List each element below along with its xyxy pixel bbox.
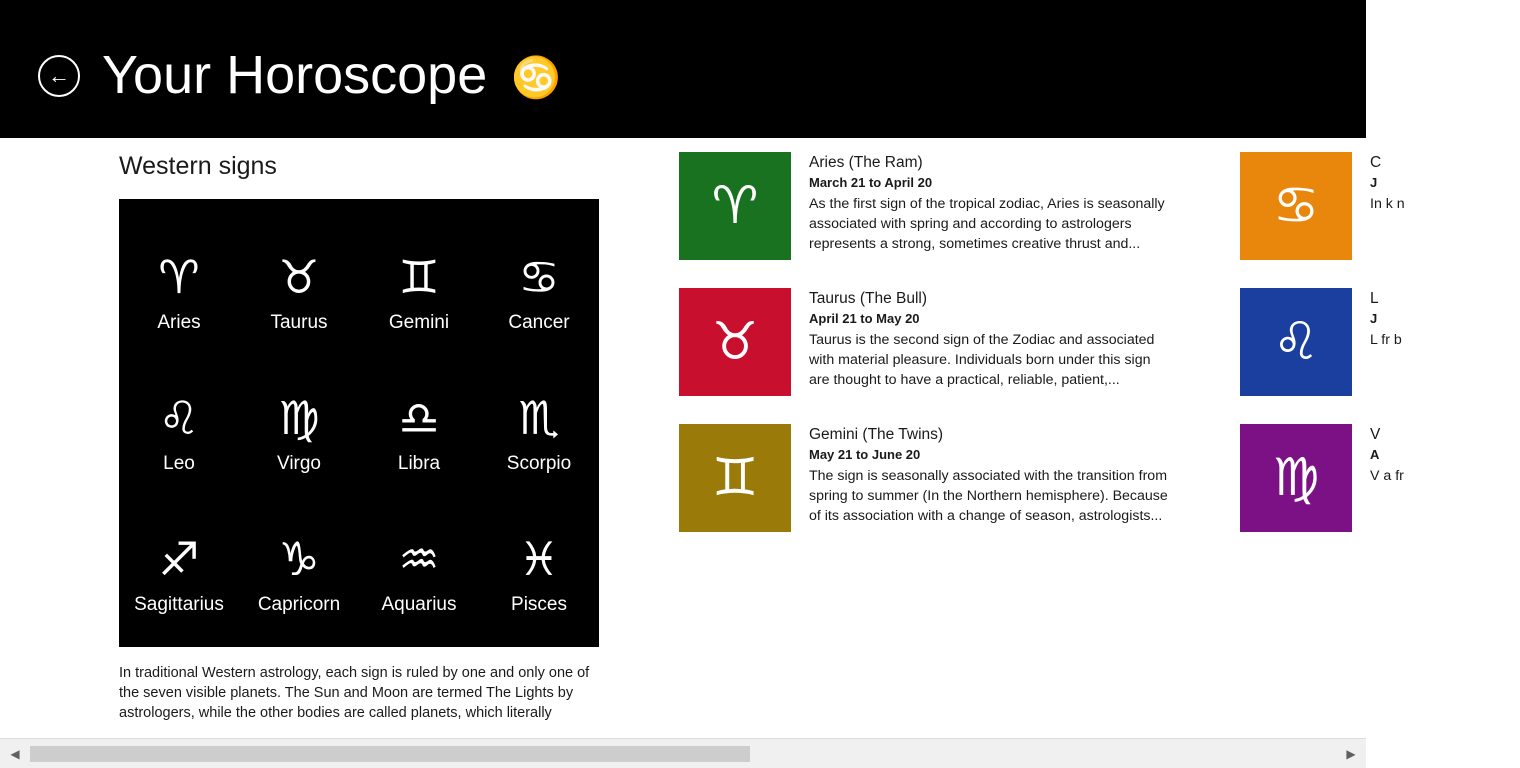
aries-thumbnail[interactable] bbox=[679, 152, 791, 260]
leo-thumbnail[interactable] bbox=[1240, 288, 1352, 396]
sign-cell-cancer[interactable] bbox=[479, 223, 599, 364]
list-item[interactable] bbox=[679, 152, 1169, 260]
title-group bbox=[102, 45, 562, 105]
sign-label: Libra bbox=[397, 452, 441, 474]
sign-label: Aquarius bbox=[381, 594, 457, 616]
scroll-left-arrow-icon[interactable]: ◀ bbox=[10, 746, 20, 761]
page-title: Your Horoscope bbox=[102, 45, 488, 105]
back-button[interactable] bbox=[38, 55, 80, 97]
list-item-description: In k n bbox=[1370, 196, 1405, 212]
virgo-zodiac-icon: ♍ bbox=[278, 390, 320, 445]
sign-cell-libra[interactable] bbox=[359, 364, 479, 505]
western-signs-section bbox=[119, 152, 601, 723]
list-item-title: C bbox=[1370, 154, 1382, 171]
app-header bbox=[0, 0, 1366, 138]
list-item-dates: J bbox=[1370, 175, 1378, 190]
list-item[interactable] bbox=[679, 424, 1169, 532]
sign-cell-aries[interactable] bbox=[119, 223, 239, 364]
sign-label: Gemini bbox=[388, 311, 450, 333]
aquarius-zodiac-icon: ♒ bbox=[398, 532, 440, 587]
western-signs-description: In traditional Western astrology, each sign is ruled by one and only one of the seven visible planets. The Sun and Moon are termed The Lights by astrologers, while the other bodies are called planets, which literally bbox=[119, 665, 590, 721]
list-item-description: The sign is seasonally associated with the transition from spring to summer (In the Northern hemisphere). Because of its association with a change of season, astrologists... bbox=[809, 468, 1168, 524]
sign-cell-taurus[interactable] bbox=[239, 223, 359, 364]
leo-zodiac-icon: ♌ bbox=[158, 390, 200, 445]
list-item-title: Aries (The Ram) bbox=[809, 154, 923, 171]
list-item[interactable] bbox=[1240, 152, 1520, 260]
libra-zodiac-icon: ♎ bbox=[398, 390, 440, 445]
gemini-zodiac-icon: ♊ bbox=[398, 249, 440, 304]
list-item-title: Taurus (The Bull) bbox=[809, 290, 928, 307]
aries-zodiac-icon: ♈ bbox=[711, 176, 759, 236]
list-item-dates: J bbox=[1370, 311, 1378, 326]
sign-list-column-2 bbox=[1240, 152, 1520, 560]
list-item[interactable] bbox=[679, 288, 1169, 396]
list-item-body bbox=[1370, 152, 1510, 260]
list-item-description: L fr b bbox=[1370, 332, 1402, 348]
pisces-zodiac-icon: ♓ bbox=[518, 532, 560, 587]
virgo-zodiac-icon: ♍ bbox=[1272, 448, 1320, 508]
sign-cell-virgo[interactable] bbox=[239, 364, 359, 505]
list-item-body bbox=[809, 424, 1169, 532]
list-item-title: V bbox=[1370, 426, 1381, 443]
scroll-right-arrow-icon[interactable]: ▶ bbox=[1346, 746, 1356, 761]
sign-label: Pisces bbox=[511, 594, 567, 616]
western-signs-tile[interactable] bbox=[119, 199, 599, 647]
sign-cell-aquarius[interactable] bbox=[359, 506, 479, 647]
sign-cell-leo[interactable] bbox=[119, 364, 239, 505]
virgo-thumbnail[interactable] bbox=[1240, 424, 1352, 532]
sign-label: Virgo bbox=[276, 452, 321, 474]
scrollbar-track[interactable] bbox=[30, 746, 1336, 762]
sign-cell-scorpio[interactable] bbox=[479, 364, 599, 505]
western-signs-grid bbox=[119, 223, 599, 647]
taurus-thumbnail[interactable] bbox=[679, 288, 791, 396]
list-item-body bbox=[1370, 288, 1510, 396]
taurus-zodiac-icon: ♉ bbox=[278, 249, 320, 304]
gemini-zodiac-icon: ♊ bbox=[711, 448, 759, 508]
list-item-title: Gemini (The Twins) bbox=[809, 426, 944, 443]
sign-cell-pisces[interactable] bbox=[479, 506, 599, 647]
list-item-title: L bbox=[1370, 290, 1379, 307]
list-item[interactable] bbox=[1240, 288, 1520, 396]
sign-label: Scorpio bbox=[506, 452, 572, 474]
list-item-description: Taurus is the second sign of the Zodiac and associated with material pleasure. Individuals born under this sign are thought to have a practical, reliable, patient,... bbox=[809, 332, 1155, 388]
taurus-zodiac-icon: ♉ bbox=[711, 312, 759, 372]
list-item[interactable] bbox=[1240, 424, 1520, 532]
list-item-body bbox=[1370, 424, 1510, 532]
cancer-zodiac-icon: ♋ bbox=[511, 56, 562, 100]
leo-zodiac-icon: ♌ bbox=[1272, 312, 1320, 372]
list-item-dates: A bbox=[1370, 447, 1380, 462]
horizontal-scrollbar[interactable] bbox=[0, 738, 1366, 768]
capricorn-zodiac-icon: ♑ bbox=[278, 532, 320, 587]
sign-cell-sagittarius[interactable] bbox=[119, 506, 239, 647]
section-heading: Western signs bbox=[119, 152, 277, 180]
gemini-thumbnail[interactable] bbox=[679, 424, 791, 532]
list-item-body bbox=[809, 152, 1169, 260]
sign-label: Leo bbox=[163, 452, 195, 474]
sign-cell-gemini[interactable] bbox=[359, 223, 479, 364]
list-item-description: V a fr bbox=[1370, 468, 1404, 484]
list-item-dates: April 21 to May 20 bbox=[809, 311, 920, 326]
list-item-body bbox=[809, 288, 1169, 396]
list-item-dates: May 21 to June 20 bbox=[809, 447, 921, 462]
aries-zodiac-icon: ♈ bbox=[158, 249, 200, 304]
back-arrow-icon: ← bbox=[48, 63, 70, 88]
scrollbar-thumb[interactable] bbox=[30, 746, 750, 762]
cancer-zodiac-icon: ♋ bbox=[1272, 176, 1320, 236]
cancer-zodiac-icon: ♋ bbox=[518, 249, 560, 304]
cancer-thumbnail[interactable] bbox=[1240, 152, 1352, 260]
sign-label: Cancer bbox=[508, 311, 570, 333]
list-item-description: As the first sign of the tropical zodiac, Aries is seasonally associated with spring and according to astrologers represents a strong, sometimes creative thrust and... bbox=[809, 196, 1165, 252]
sign-list-column-1 bbox=[679, 152, 1169, 560]
scorpio-zodiac-icon: ♏ bbox=[518, 390, 560, 445]
sagittarius-zodiac-icon: ♐ bbox=[158, 532, 200, 587]
content-area bbox=[0, 138, 1405, 738]
list-item-dates: March 21 to April 20 bbox=[809, 175, 933, 190]
sign-label: Aries bbox=[157, 311, 201, 333]
sign-label: Capricorn bbox=[257, 594, 341, 616]
sign-cell-capricorn[interactable] bbox=[239, 506, 359, 647]
sign-label: Sagittarius bbox=[134, 594, 224, 616]
sign-label: Taurus bbox=[270, 311, 328, 333]
